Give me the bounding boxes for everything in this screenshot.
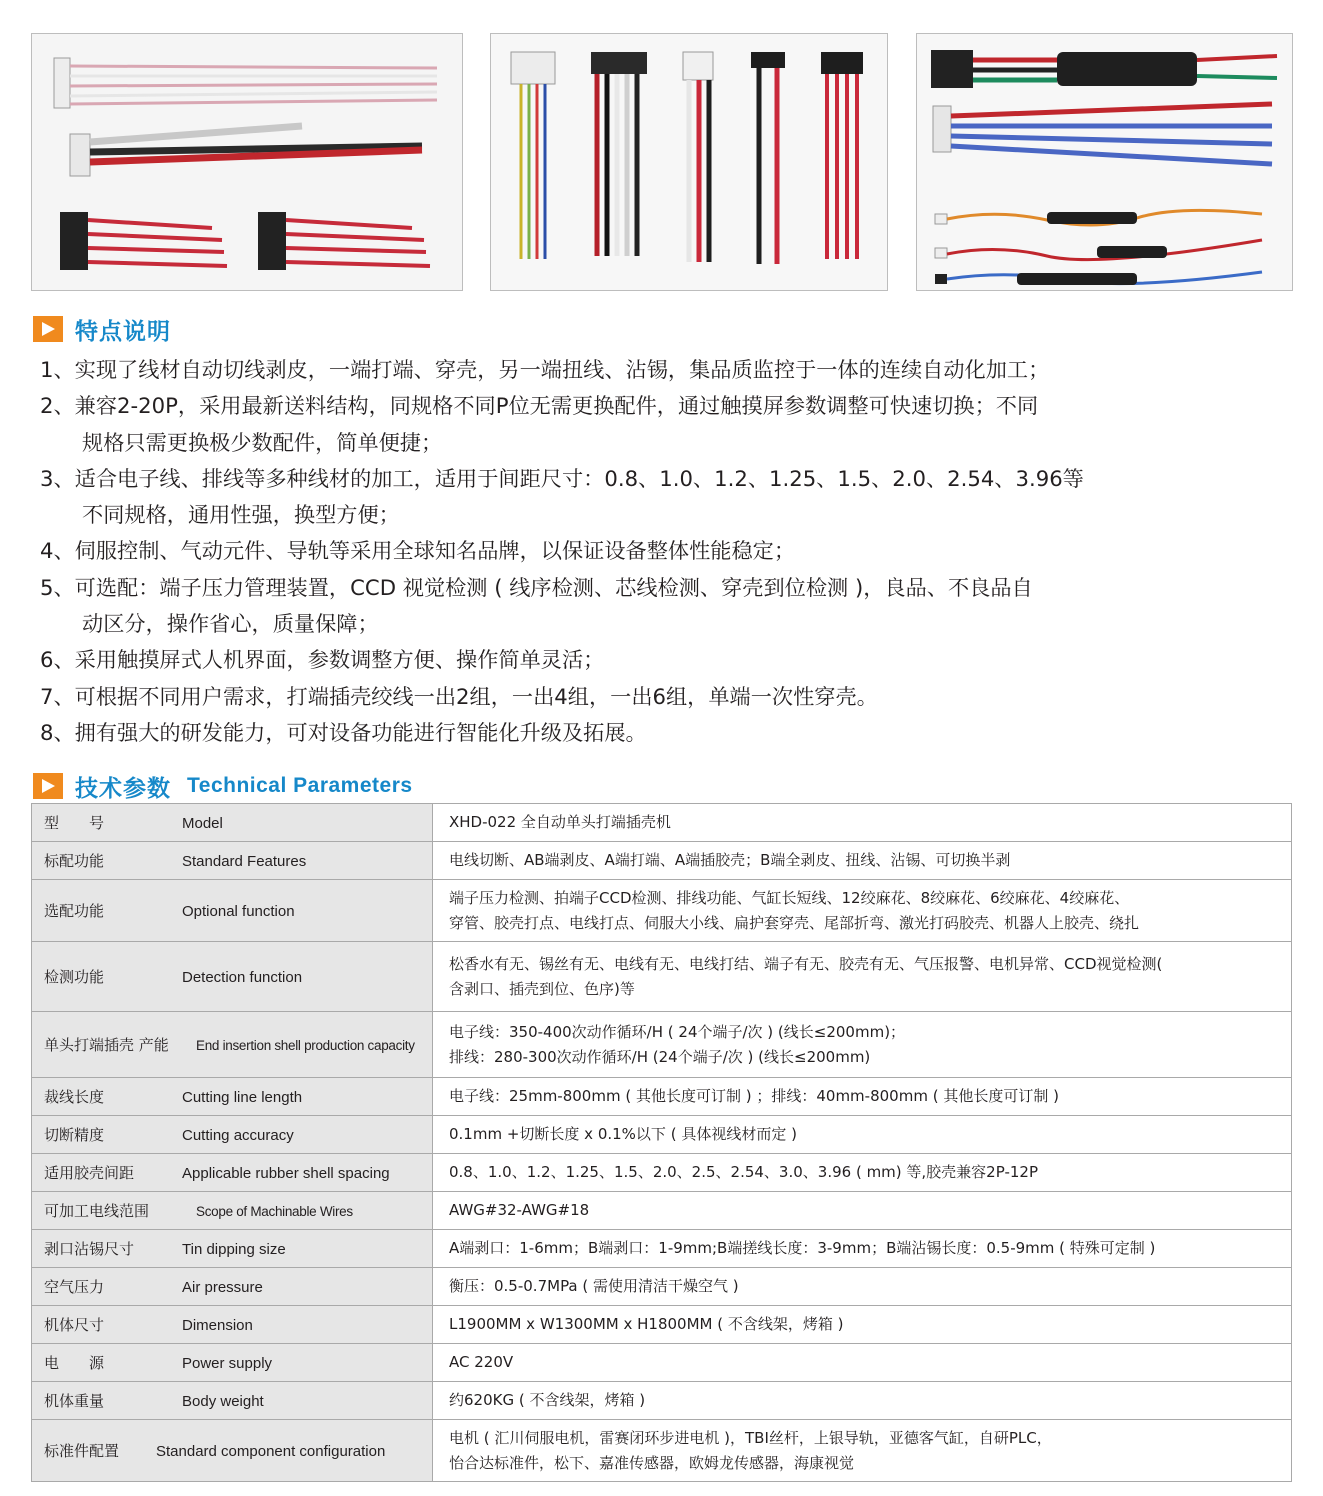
- spec-value-cell: [433, 1420, 1292, 1482]
- spec-row: [32, 1382, 1292, 1420]
- spec-label-cell: [32, 842, 433, 880]
- spec-row: [32, 1268, 1292, 1306]
- spec-value-line: A端剥口：1-6mm；B端剥口：1-9mm;B端搓线长度：3-9mm；B端沾锡长度：0.5-9mm ( 特殊可定制 ): [449, 1239, 1156, 1257]
- spec-row: [32, 804, 1292, 842]
- feature-item: 6、采用触摸屏式人机界面，参数调整方便、操作简单灵活；: [40, 647, 605, 673]
- feature-item: 2、兼容2-20P，采用最新送料结构，同规格不同P位无需更换配件，通过触摸屏参数调整可快速切换；不同: [40, 393, 1039, 419]
- spec-row: [32, 1154, 1292, 1192]
- spec-label-zh: 机体尺寸: [44, 1316, 105, 1334]
- features-heading: [33, 313, 171, 345]
- spec-label-zh: 剥口沾锡尺寸: [44, 1240, 135, 1258]
- spec-label-zh: 可加工电线范围: [44, 1202, 150, 1220]
- spec-label-cell: [32, 1344, 433, 1382]
- feature-item-continuation: 规格只需更换极少数配件，简单便捷；: [82, 429, 443, 455]
- spec-row: [32, 1012, 1292, 1078]
- spec-value-cell: [433, 1192, 1292, 1230]
- feature-item: 7、可根据不同用户需求，打端插壳绞线一出2组，一出4组，一出6组，单端一次性穿壳。: [40, 683, 878, 709]
- spec-label-cell: [32, 1012, 433, 1078]
- spec-value-line: 衡压：0.5-0.7MPa ( 需使用清洁干燥空气 ): [449, 1277, 739, 1295]
- play-triangle-icon: [33, 316, 63, 342]
- spec-label-zh: 单头打端插壳 产能: [44, 1036, 169, 1054]
- spec-label-en: Tin dipping size: [182, 1241, 286, 1258]
- product-photo-3: [916, 33, 1293, 291]
- spec-value-line: 约620KG ( 不含线架，烤箱 ): [449, 1391, 646, 1409]
- feature-item: 4、伺服控制、气动元件、导轨等采用全球知名品牌，以保证设备整体性能稳定；: [40, 538, 796, 564]
- spec-value-line: 电子线：25mm-800mm ( 其他长度可订制 ) ；排线：40mm-800mm ( 其他长度可订制 ): [449, 1087, 1059, 1105]
- spec-label-en: Applicable rubber shell spacing: [182, 1165, 390, 1182]
- spec-label-zh: 适用胶壳间距: [44, 1164, 135, 1182]
- wire-harness-image-2: [491, 34, 887, 290]
- spec-value-line: 电子线：350-400次动作循环/H ( 24个端子/次 ) (线长≤200mm)；: [449, 1022, 906, 1041]
- spec-value-line: 电线切断、AB端剥皮、A端打端、A端插胶壳；B端全剥皮、扭线、沾锡、可切换半剥: [449, 851, 1011, 869]
- spec-label-zh: 电 源: [44, 1354, 105, 1372]
- spec-label-cell: [32, 1268, 433, 1306]
- spec-label-zh: 检测功能: [44, 968, 105, 986]
- params-title-en: Technical Parameters: [187, 774, 413, 797]
- spec-label-en: Standard Features: [182, 853, 307, 870]
- feature-item: 8、拥有强大的研发能力，可对设备功能进行智能化升级及拓展。: [40, 719, 647, 745]
- spec-label-cell: [32, 1306, 433, 1344]
- spec-value-cell: [433, 1154, 1292, 1192]
- spec-row: [32, 1230, 1292, 1268]
- spec-value-line: 怡合达标准件，松下、嘉准传感器，欧姆龙传感器，海康视觉: [449, 1453, 855, 1472]
- spec-label-zh: 标准件配置: [44, 1442, 120, 1460]
- spec-label-cell: [32, 1192, 433, 1230]
- spec-value-cell: [433, 1382, 1292, 1420]
- spec-label-cell: [32, 880, 433, 942]
- spec-row: [32, 1192, 1292, 1230]
- spec-value-cell: [433, 880, 1292, 942]
- spec-value-line: AWG#32-AWG#18: [449, 1201, 590, 1219]
- spec-label-zh: 切断精度: [44, 1126, 105, 1144]
- spec-label-en: Model: [182, 815, 223, 832]
- spec-label-cell: [32, 1382, 433, 1420]
- spec-row: [32, 1078, 1292, 1116]
- spec-value-line: 0.8、1.0、1.2、1.25、1.5、2.0、2.5、2.54、3.0、3.96 ( mm) 等,胶壳兼容2P-12P: [449, 1163, 1038, 1181]
- spec-row: [32, 1116, 1292, 1154]
- spec-label-en: Dimension: [182, 1317, 253, 1334]
- spec-label-en: Power supply: [182, 1355, 273, 1372]
- spec-value-cell: [433, 842, 1292, 880]
- spec-label-zh: 机体重量: [44, 1392, 105, 1410]
- feature-item: 1、实现了线材自动切线剥皮，一端打端、穿壳，另一端扭线、沾锡，集品质监控于一体的连续自动化加工；: [40, 357, 1050, 382]
- features-list: [40, 352, 1300, 751]
- params-heading: [33, 770, 413, 802]
- spec-label-zh: 裁线长度: [44, 1088, 105, 1106]
- spec-value-line: 0.1mm +切断长度 x 0.1%以下 ( 具体视线材而定 ): [449, 1125, 797, 1143]
- spec-label-cell: [32, 1116, 433, 1154]
- spec-table: [31, 803, 1292, 1482]
- spec-value-cell: [433, 1012, 1292, 1078]
- spec-value-line: 松香水有无、锡丝有无、电线有无、电线打结、端子有无、胶壳有无、气压报警、电机异常、CCD视觉检测(: [449, 954, 1163, 973]
- spec-label-en: Scope of Machinable Wires: [196, 1204, 353, 1219]
- feature-item-continuation: 动区分，操作省心，质量保障；: [82, 611, 379, 637]
- spec-label-en: End insertion shell production capacity: [196, 1038, 415, 1053]
- spec-value-line: 穿管、胶壳打点、电线打点、伺服大小线、扁护套穿壳、尾部折弯、激光打码胶壳、机器人上胶壳、绕扎: [449, 913, 1140, 932]
- spec-row: [32, 1344, 1292, 1382]
- spec-value-line: L1900MM x W1300MM x H1800MM ( 不含线架，烤箱 ): [449, 1315, 844, 1333]
- spec-label-en: Cutting line length: [182, 1089, 303, 1106]
- spec-value-cell: [433, 1306, 1292, 1344]
- spec-label-zh: 标配功能: [44, 852, 105, 870]
- feature-item: 5、可选配：端子压力管理装置，CCD 视觉检测 ( 线序检测、芯线检测、穿壳到位检测 )，良品、不良品自: [40, 574, 1033, 600]
- spec-value-cell: [433, 1344, 1292, 1382]
- spec-value-cell: [433, 1230, 1292, 1268]
- feature-item-continuation: 不同规格，通用性强，换型方便；: [82, 502, 400, 528]
- spec-value-line: 电机 ( 汇川伺服电机，雷赛闭环步进电机 )，TBI丝杆，上银导轨，亚德客气缸，自研PLC，: [449, 1428, 1052, 1447]
- spec-row: [32, 1306, 1292, 1344]
- spec-value-line: 端子压力检测、拍端子CCD检测、排线功能、气缸长短线、12绞麻花、8绞麻花、6绞麻花、4绞麻花、: [449, 888, 1130, 907]
- spec-label-en: Optional function: [182, 903, 295, 920]
- spec-row: [32, 880, 1292, 942]
- spec-value-line: AC 220V: [449, 1353, 514, 1371]
- feature-item: 3、适合电子线、排线等多种线材的加工，适用于间距尺寸：0.8、1.0、1.2、1.25、1.5、2.0、2.54、3.96等: [40, 465, 1084, 491]
- spec-value-line: 排线：280-300次动作循环/H (24个端子/次 ) (线长≤200mm): [449, 1047, 871, 1066]
- spec-label-cell: [32, 1154, 433, 1192]
- spec-value-cell: [433, 804, 1292, 842]
- spec-label-cell: [32, 942, 433, 1012]
- spec-label-en: Air pressure: [182, 1279, 263, 1296]
- spec-label-en: Cutting accuracy: [182, 1127, 294, 1144]
- spec-value-cell: [433, 1268, 1292, 1306]
- spec-value-cell: [433, 1078, 1292, 1116]
- spec-row: [32, 842, 1292, 880]
- spec-label-cell: [32, 1230, 433, 1268]
- wire-harness-image-1: [32, 34, 462, 290]
- spec-value-cell: [433, 942, 1292, 1012]
- spec-label-cell: [32, 804, 433, 842]
- spec-value-line: 含剥口、插壳到位、色序)等: [449, 979, 635, 998]
- spec-label-en: Body weight: [182, 1393, 264, 1410]
- product-photo-1: [31, 33, 463, 291]
- spec-row: [32, 942, 1292, 1012]
- spec-label-en: Detection function: [182, 969, 303, 986]
- spec-value-line: XHD-022 全自动单头打端插壳机: [449, 813, 671, 831]
- spec-label-zh: 选配功能: [44, 902, 105, 920]
- spec-label-cell: [32, 1420, 433, 1482]
- spec-label-cell: [32, 1078, 433, 1116]
- product-photo-2: [490, 33, 888, 291]
- features-title: 特点说明: [75, 318, 171, 345]
- wire-harness-image-3: [917, 34, 1292, 290]
- spec-label-en: Standard component configuration: [156, 1443, 386, 1460]
- spec-value-cell: [433, 1116, 1292, 1154]
- spec-label-zh: 型 号: [44, 814, 105, 832]
- params-title: 技术参数: [75, 775, 171, 802]
- spec-label-zh: 空气压力: [44, 1278, 105, 1296]
- play-triangle-icon: [33, 773, 63, 799]
- spec-row: [32, 1420, 1292, 1482]
